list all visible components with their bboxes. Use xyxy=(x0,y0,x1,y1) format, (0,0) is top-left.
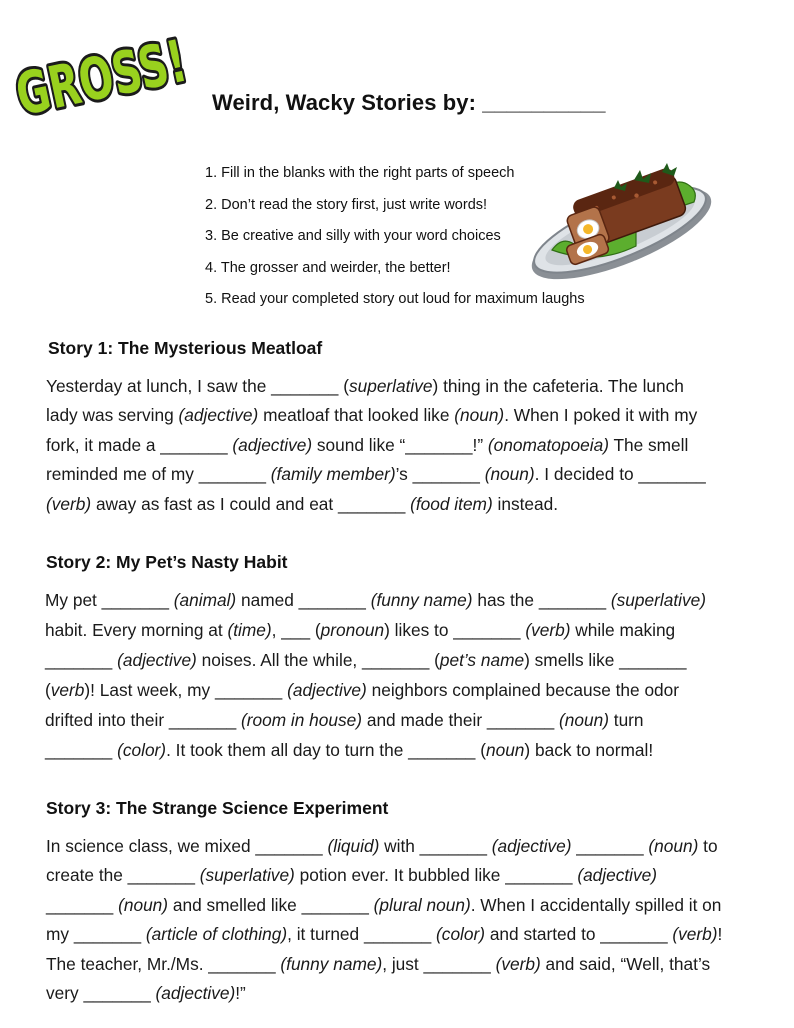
story-segment: _______ xyxy=(45,740,118,760)
part-of-speech-prompt: (verb) xyxy=(46,493,92,514)
story-line xyxy=(45,615,706,645)
story-segment: ’s _______ xyxy=(395,464,485,485)
story-segment: . When I poked it with my xyxy=(504,405,698,426)
part-of-speech-prompt: (noun) xyxy=(118,894,169,915)
story-segment: away as fast as I could and eat _______ xyxy=(91,493,411,514)
story-segment: very _______ xyxy=(46,983,156,1004)
story-segment: has the _______ xyxy=(472,590,611,610)
story-segment: lady was serving xyxy=(46,405,179,426)
story-line xyxy=(45,585,706,615)
part-of-speech-prompt: (noun) xyxy=(454,405,505,426)
story-line xyxy=(46,920,722,949)
part-of-speech-prompt: (color) xyxy=(117,740,167,760)
part-of-speech-prompt: (onomatopoeia) xyxy=(487,434,609,455)
part-of-speech-prompt: pet’s name xyxy=(439,650,525,670)
instruction-item: 3. Be creative and silly with your word choices xyxy=(205,228,501,244)
part-of-speech-prompt: (adjective) xyxy=(117,650,197,670)
page-title: Weird, Wacky Stories by: __________ xyxy=(212,90,606,115)
story-segment: My pet _______ xyxy=(45,590,174,610)
story-segment: potion ever. It bubbled like _______ xyxy=(294,865,578,886)
story-segment: sound like “_______!” xyxy=(312,434,488,455)
story-segment: ! xyxy=(717,924,723,945)
part-of-speech-prompt: pronoun xyxy=(320,620,385,640)
part-of-speech-prompt: verb xyxy=(50,680,85,700)
story-1-title: Story 1: The Mysterious Meatloaf xyxy=(48,338,323,358)
story-line xyxy=(45,705,706,735)
story-line xyxy=(46,861,722,890)
part-of-speech-prompt: (adjective) xyxy=(178,405,259,426)
story-segment: _______ xyxy=(46,894,119,915)
story-line xyxy=(46,950,722,979)
part-of-speech-prompt: (article of clothing) xyxy=(145,924,288,945)
story-line xyxy=(46,979,722,1008)
story-segment: reminded me of my _______ xyxy=(46,464,271,485)
story-segment: and said, “Well, that’s xyxy=(540,953,711,974)
story-line xyxy=(46,490,706,519)
story-segment: . It took them all day to turn the _______ ( xyxy=(166,740,486,760)
story-line xyxy=(45,735,706,765)
part-of-speech-prompt: (adjective) xyxy=(287,680,367,700)
instruction-item: 5. Read your completed story out loud for maximum laughs xyxy=(205,291,585,307)
story-line xyxy=(46,832,722,861)
part-of-speech-prompt: (funny name) xyxy=(370,590,473,610)
meatloaf-on-platter-icon xyxy=(522,150,718,280)
part-of-speech-prompt: (adjective) xyxy=(155,983,236,1004)
story-line xyxy=(45,675,706,705)
instruction-item: 4. The grosser and weirder, the better! xyxy=(205,259,451,276)
story-segment: , it turned _______ xyxy=(287,924,437,945)
part-of-speech-prompt: (color) xyxy=(436,924,486,945)
story-line xyxy=(46,431,706,460)
story-segment: ) likes to _______ xyxy=(384,620,526,640)
part-of-speech-prompt: (plural noun) xyxy=(373,894,471,915)
story-segment: noises. All the while, _______ ( xyxy=(196,650,440,670)
part-of-speech-prompt: (noun) xyxy=(484,464,535,485)
part-of-speech-prompt: (liquid) xyxy=(327,836,380,856)
logo-text: GROSS! xyxy=(10,10,268,130)
story-segment: . When I accidentally spilled it on xyxy=(470,894,722,915)
instruction-item: 1. Fill in the blanks with the right parts of speech xyxy=(205,165,515,181)
story-segment: to xyxy=(698,836,718,856)
story-segment: and started to _______ xyxy=(485,924,673,945)
story-1-text xyxy=(46,372,706,519)
story-segment: ) back to normal! xyxy=(524,740,654,760)
part-of-speech-prompt: (superlative) xyxy=(610,590,706,610)
part-of-speech-prompt: superlative xyxy=(348,376,433,396)
part-of-speech-prompt: (noun) xyxy=(559,710,609,730)
story-segment: ) smells like _______ xyxy=(524,650,687,670)
story-segment: meatloaf that looked like xyxy=(258,405,455,426)
gross-logo xyxy=(6,8,268,136)
story-segment: while making xyxy=(570,620,676,640)
story-segment: and smelled like _______ xyxy=(168,894,374,915)
story-segment: drifted into their _______ xyxy=(45,710,241,730)
part-of-speech-prompt: (verb) xyxy=(495,953,541,974)
story-segment: habit. Every morning at xyxy=(45,620,228,640)
story-line xyxy=(46,891,722,920)
story-segment: . I decided to _______ xyxy=(534,464,706,485)
story-line xyxy=(46,401,706,430)
story-segment: The teacher, Mr./Ms. _______ xyxy=(46,953,281,974)
story-segment: my _______ xyxy=(46,924,146,945)
part-of-speech-prompt: noun xyxy=(485,740,525,760)
part-of-speech-prompt: (room in house) xyxy=(241,710,363,730)
part-of-speech-prompt: (noun) xyxy=(648,836,699,856)
part-of-speech-prompt: (verb) xyxy=(525,620,571,640)
part-of-speech-prompt: (adjective) xyxy=(491,836,572,856)
story-2-title: Story 2: My Pet’s Nasty Habit xyxy=(46,552,288,572)
story-segment: turn xyxy=(608,710,644,730)
instruction-item: 2. Don’t read the story first, just write words! xyxy=(205,196,488,213)
story-segment: , ___ ( xyxy=(271,620,321,640)
part-of-speech-prompt: (funny name) xyxy=(280,953,383,974)
part-of-speech-prompt: (verb) xyxy=(672,924,718,945)
story-segment: !” xyxy=(235,983,246,1004)
part-of-speech-prompt: (animal) xyxy=(173,590,237,610)
story-segment: , just _______ xyxy=(382,953,496,974)
story-segment: with _______ xyxy=(379,836,492,856)
part-of-speech-prompt: (superlative) xyxy=(199,865,295,886)
story-segment: neighbors complained because the odor xyxy=(366,680,680,700)
story-segment: instead. xyxy=(492,493,559,514)
story-segment: )! Last week, my _______ xyxy=(84,680,288,700)
story-2-text xyxy=(45,585,706,765)
part-of-speech-prompt: (food item) xyxy=(410,493,493,514)
story-segment: _______ xyxy=(571,836,649,856)
part-of-speech-prompt: (adjective) xyxy=(232,434,313,455)
story-segment: ( xyxy=(45,680,51,700)
story-segment: fork, it made a _______ xyxy=(46,434,233,455)
story-segment: In science class, we mixed _______ xyxy=(46,836,328,856)
story-line xyxy=(46,372,706,401)
story-segment: ) thing in the cafeteria. The lunch xyxy=(432,376,684,396)
story-segment: Yesterday at lunch, I saw the _______ ( xyxy=(46,376,349,396)
part-of-speech-prompt: (time) xyxy=(227,620,272,640)
story-segment: create the _______ xyxy=(46,865,200,886)
story-segment: named _______ xyxy=(236,590,371,610)
story-segment: The smell xyxy=(608,434,689,455)
story-line xyxy=(45,645,706,675)
story-segment: and made their _______ xyxy=(362,710,559,730)
story-line xyxy=(46,460,706,489)
story-3-text xyxy=(46,832,722,1008)
part-of-speech-prompt: (family member) xyxy=(270,464,396,485)
story-3-title: Story 3: The Strange Science Experiment xyxy=(46,798,389,818)
story-segment: _______ xyxy=(45,650,118,670)
part-of-speech-prompt: (adjective) xyxy=(577,865,658,886)
